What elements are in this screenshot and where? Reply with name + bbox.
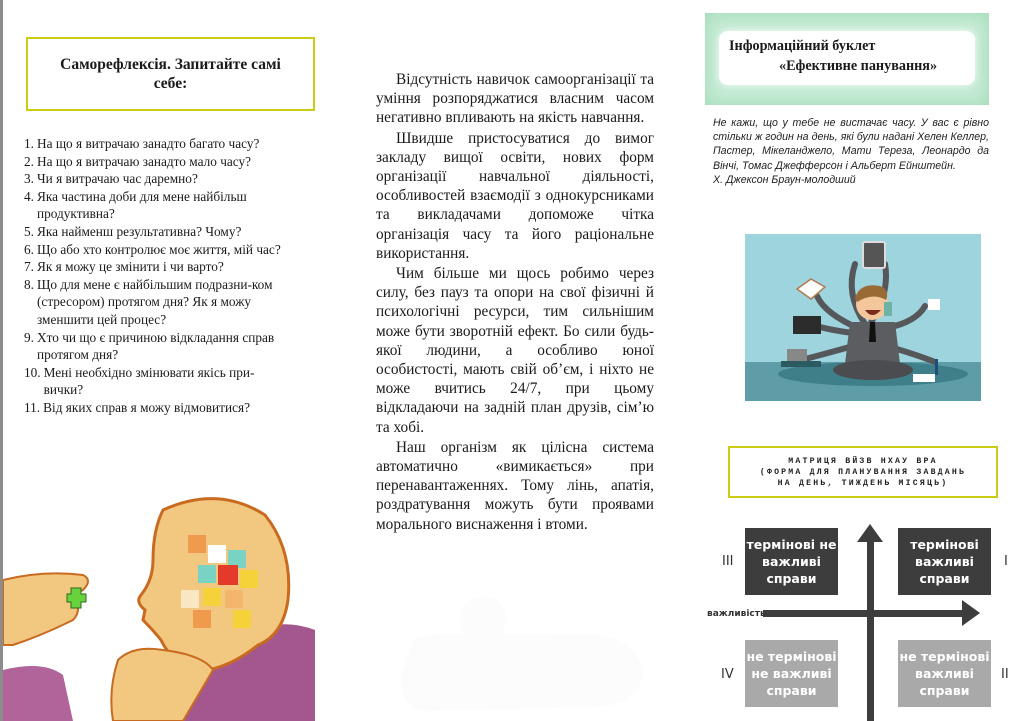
list-item <box>24 258 324 276</box>
epigraph-quote <box>713 116 989 187</box>
quadrant-II-label: II <box>1001 667 1009 682</box>
paragraph: Швидше пристосуватися до вимог закладу вищої освіти, нових форм організації навчальної діяльності, особливостей взаємодії з однокурсниками та викладачами допоможе чітка організація часу та його раціональне використання. <box>376 129 654 262</box>
quadrant-II-not-urgent-important <box>898 640 991 707</box>
item-number: 5. <box>24 223 34 239</box>
quadrant-IV-label: IV <box>721 667 734 682</box>
item-number: 7. <box>24 259 34 275</box>
matrix-title-line1: МАТРИЦЯ ВЙЗВ НХАУ ВРА <box>788 457 938 466</box>
importance-axis-arrowhead <box>962 600 980 626</box>
matrix-title-line2: (ФОРМА ДЛЯ ПЛАНУВАННЯ ЗАВДАНЬ <box>759 468 967 477</box>
item-text: Що або хто контролює моє життя, мій час? <box>36 241 281 257</box>
item-text: Як я можу це змінити і чи варто? <box>36 259 224 275</box>
multitasking-businessman-illustration <box>745 234 981 401</box>
paragraph: Чим більше ми щось робимо через силу, без пауз та опори на свої фізичні й психологічні ресурси, тим сильнішим може бути зворотній ефект. Бо сили будь-якої людини, а особливо юної особистості, мають свій об’єм, і ніхто не може вчитись 24/7, при цьому відкладаючи на задній план друзів, сім’ю та хобі. <box>376 265 654 436</box>
booklet-banner <box>705 13 989 105</box>
quadrant-I-urgent-important <box>898 528 991 595</box>
item-text: Що для мене є найбільшим подразни-ком (стресором) протягом дня? Як я можу зменшити цей процес? <box>36 276 273 327</box>
item-text: Мені необхідно змінювати якісь при-вички? <box>43 364 255 398</box>
item-text: Яка частина доби для мене найбільш продуктивна? <box>36 188 247 222</box>
list-item <box>24 223 324 241</box>
question-list <box>24 135 324 417</box>
list-item <box>24 188 324 223</box>
quadrant-text: термінові не важливі справи <box>746 537 837 586</box>
eisenhower-matrix-title <box>728 446 998 498</box>
item-number: 6. <box>24 241 34 257</box>
urgency-axis <box>867 540 874 721</box>
item-text: Хто чи що є причиною відкладання справ протягом дня? <box>36 329 275 363</box>
list-item <box>24 329 324 364</box>
banner-title-line1: Інформаційний буклет <box>729 38 876 54</box>
item-text: На що я витрачаю занадто мало часу? <box>36 153 252 169</box>
main-text-column <box>376 70 654 535</box>
paragraph: Наш організм як цілісна система автоматично «вимикається» при перенавантаженнях. Тому лінь, апатія, роздратування можуть бути проявами морального виснаження і втоми. <box>376 438 654 533</box>
item-text: На що я витрачаю занадто багато часу? <box>36 136 260 151</box>
list-item <box>24 364 324 399</box>
item-number: 10. <box>24 364 41 380</box>
banner-title-line2: «Ефективне панування» <box>779 58 938 74</box>
list-item <box>24 135 324 153</box>
item-text: Від яких справ я можу відмовитися? <box>43 399 251 415</box>
self-reflection-title: Саморефлексія. Запитайте самі себе: <box>60 56 281 92</box>
self-reflection-title-box <box>26 37 315 111</box>
paragraph: Відсутність навичок самоорганізації та уміння розпоряджатися власним часом негативно впливають на якість навчання. <box>376 71 654 127</box>
quadrant-text: термінові важливі справи <box>910 537 979 586</box>
quote-text: Не кажи, що у тебе не вистачає часу. У вас є рівно стільки ж годин на день, які були надані Хелен Келлер, Пастер, Мікеланджело, Мати Тереза, Леонардо да Вінчі, Томас Джефферсон і Альберт Ейнштейн. <box>713 117 989 172</box>
item-number: 11. <box>24 399 41 415</box>
item-text: Чи я витрачаю час даремно? <box>36 171 198 187</box>
list-item <box>24 241 324 259</box>
item-number: 3. <box>24 171 34 187</box>
item-number: 9. <box>24 329 34 345</box>
item-number: 8. <box>24 276 34 292</box>
item-number: 2. <box>24 153 34 169</box>
quadrant-IV-not-urgent-not-important <box>745 640 838 707</box>
quadrant-text: не термінові не важливі справи <box>746 649 837 698</box>
list-item <box>24 276 324 329</box>
quadrant-III-label: III <box>722 554 734 569</box>
quadrant-I-label: I <box>1004 554 1008 569</box>
thinking-man-puzzle-illustration <box>3 470 315 721</box>
list-item <box>24 399 324 417</box>
importance-axis-label: важливість <box>707 609 766 619</box>
importance-axis <box>763 610 965 617</box>
quote-author: Х. Джексон Браун-молодший <box>713 173 856 186</box>
item-number: 1. <box>24 136 34 151</box>
matrix-title-line3: НА ДЕНЬ, ТИЖДЕНЬ МІСЯЦЬ) <box>777 479 949 488</box>
list-item <box>24 170 324 188</box>
list-item <box>24 153 324 171</box>
quadrant-III-urgent-not-important <box>745 528 838 595</box>
faint-decorative-shape <box>393 595 645 711</box>
quadrant-text: не термінові важливі справи <box>899 649 990 698</box>
banner-title-card <box>719 31 975 85</box>
item-number: 4. <box>24 188 34 204</box>
item-text: Яка найменш результативна? Чому? <box>36 223 242 239</box>
